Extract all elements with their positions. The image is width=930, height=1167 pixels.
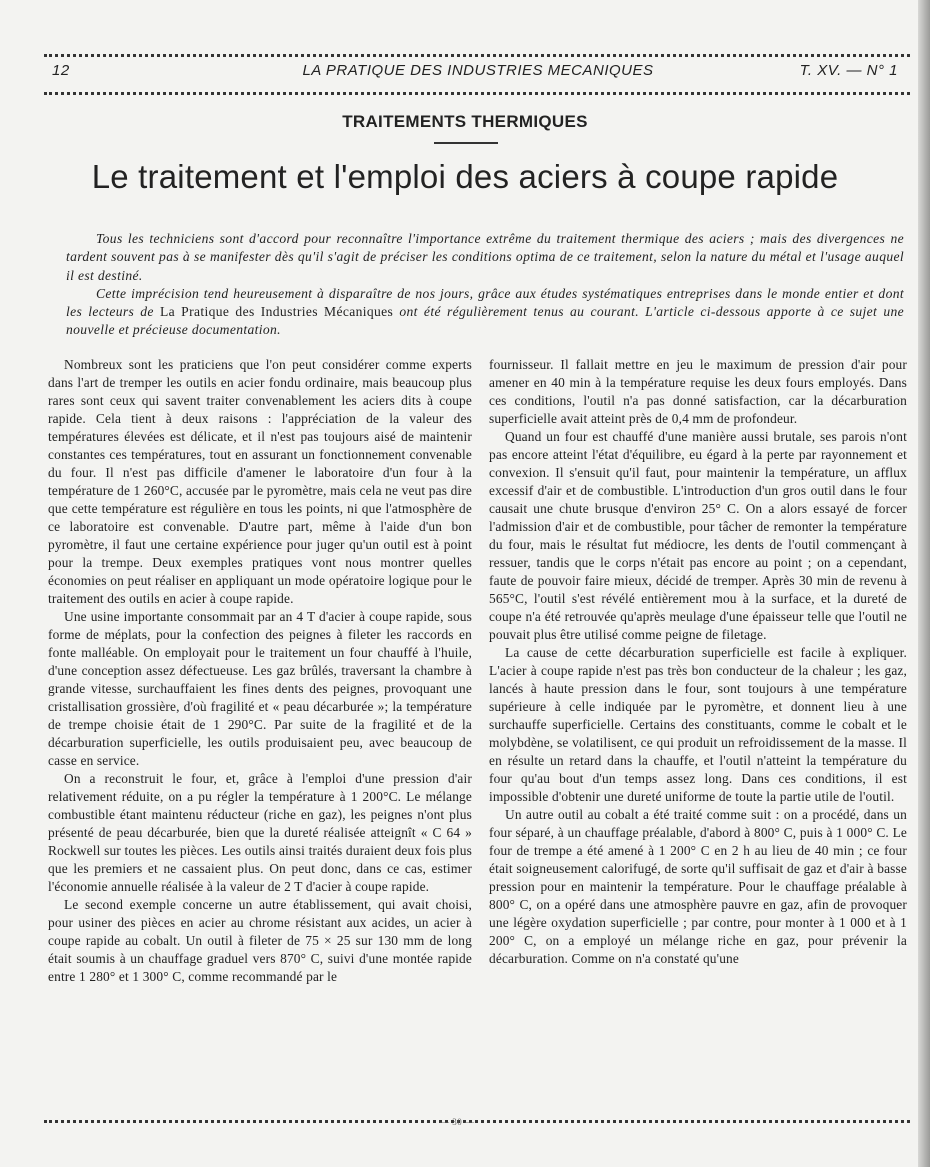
footer-mark: — 30 — <box>440 1117 475 1127</box>
section-title: TRAITEMENTS THERMIQUES <box>342 112 588 131</box>
body-paragraph: Quand un four est chauffé d'une manière aussi brutale, ses parois n'ont pas encore atteint l'état d'équilibre, eu égard à la perte par rayonnement et convexion. Il s'ensuit qu'il faut, pour maintenir la température, un afflux excessif d'air et de combustible. L'introduction d'un gros outil dans le four causait une chute brusque d'environ 25° C. On a alors essayé de forcer l'admission d'air et de combustible, pour tâcher de remonter la température du four, mais le résultat fut médiocre, les dents de l'outil commençant à ressuer, tandis que le corps n'était pas encore au point ; on a cependant, faute de pouvoir faire mieux, décidé de tremper. Après 30 min de revenu à 565°C, l'outil s'est révélé entièrement mou à la surface, et la dureté de coupe n'a été retrouvée qu'après meulage d'une épaisseur telle que l'outil ne pouvait plus être utilisé comme peigne de filetage. <box>489 429 907 642</box>
body-paragraph: Un autre outil au cobalt a été traité comme suit : on a procédé, dans un four séparé, à un chauffage préalable, d'abord à 800° C, puis à 1 000° C. Le four de trempe a été amené à 1 200° C en 2 h au lieu de 40 min ; ce four était soigneusement calorifugé, de sorte qu'il suffisait de gaz et d'air à basse pression pour en maintenir la température. Pour le chauffage préalable à 800° C, on a opéré dans une atmosphère pauvre en gaz, afin de provoquer une légère oxydation superficielle ; par contre, pour monter à 1 000 et à 1 200° C, on a employé un mélange riche en gaz, pour prévenir la décarburation. Comme on n'a constaté qu'une <box>489 807 907 966</box>
body-paragraph: La cause de cette décarburation superficielle est facile à expliquer. L'acier à coupe rapide n'est pas très bon conducteur de la chaleur ; les gaz, lancés à haute pression dans le four, sont toujours à une température supérieure à celle indiquée par le pyromètre, et donnent lieu à une surchauffe superficielle. Certains des constituants, comme le cobalt et le molybdène, se volatilisent, ce qui produit un refroidissement de la masse. Il en résulte un retard dans la chauffe, et l'outil n'atteint la température du four qu'au bout d'un temps assez long. Dans ces conditions, il est impossible d'obtenir une dureté uniforme de toute la partie utile de l'outil. <box>489 645 907 804</box>
bottom-dotted-rule <box>44 1120 910 1123</box>
body-column-right <box>489 356 907 968</box>
article-chapeau <box>66 230 904 340</box>
running-head <box>52 60 904 84</box>
body-paragraph: Nombreux sont les praticiens que l'on peut considérer comme experts dans l'art de tremper les outils en acier fondu ordinaire, mais beaucoup plus rares sont ceux qui savent traiter convenablement les aciers dits à coupe rapide. Cela tient à deux raisons : l'appréciation de la valeur des températures élevées est délicate, et il n'est pas toujours aisé de maintenir constantes ces températures, tout en assurant un fonctionnement convenable du four. Il n'est pas difficile d'amener le laboratoire d'un four à la température de 1 260°C, accusée par le pyromètre, mais cela ne veut pas dire que cette température est régulière en tous les points, ni que l'atmosphère de ce laboratoire est convenable. D'autre part, même à l'aide d'un bon pyromètre, il faut une certaine expérience pour juger qu'un outil est à point pour la trempe. Deux exemples pratiques vont nous montrer quelles économies on peut réaliser en appliquant un mode opératoire logique pour le traitement des outils en acier à coupe rapide. <box>48 357 472 606</box>
body-paragraph: On a reconstruit le four, et, grâce à l'emploi d'une pression d'air relativement réduite, on a pu régler la température à 1 200°C. Le mélange combustible étant maintenu réducteur (riche en gaz), les peignes n'ont plus présenté de peau décarburée, bien que la dureté réalisée atteignît « C 64 » Rockwell sur toutes les pièces. Les outils ainsi traités duraient deux fois plus que les premiers et ne cassaient plus. On peut donc, dans ce cas, estimer l'économie annuelle réalisée à la valeur de 2 T d'acier à coupe rapide. <box>48 771 472 894</box>
chapeau-text: ont été régulièrement tenus au courant. L'article ci-dessous apporte à ce sujet une nouvelle et précieuse documentation. <box>66 304 905 338</box>
chapeau-text: Cette imprécision tend heureusement à disparaître de nos jours, grâce aux études systématiques entreprises dans le monde entier et dont les lecteurs de <box>66 285 904 320</box>
journal-name: La Pratique des Industries Mécaniques <box>159 304 394 320</box>
volume-issue: T. XV. — N° 1 <box>799 62 898 79</box>
journal-title: LA PRATIQUE DES INDUSTRIES MECANIQUES <box>302 62 654 79</box>
body-column-left <box>48 356 472 986</box>
body-paragraph: Une usine importante consommait par an 4 T d'acier à coupe rapide, sous forme de méplats, pour la confection des peignes à fileter les raccords en fonte malléable. On employait pour le traitement un four chauffé à l'huile, d'une conception assez défectueuse. Les gaz brûlés, traversant la chambre à grande vitesse, surchauffaient les fines dents des peignes, provoquant une cristallisation grossière, d'où fragilité et « peau décarburée »; la température de trempe choisie était de 1 290°C. Par suite de la fragilité et de la décarburation superficielle, les outils produisaient peu, avec beaucoup de casse en service. <box>48 609 472 768</box>
body-paragraph: fournisseur. Il fallait mettre en jeu le maximum de pression d'air pour amener en 40 min à la température requise les deux fours employés. Dans ces conditions, l'outil n'a pas donné satisfaction, car la décarburation superficielle avait atteint près de 0,4 mm de profondeur. <box>489 357 907 426</box>
header-dotted-rule <box>44 92 910 95</box>
page-number: 12 <box>52 62 70 79</box>
body-paragraph: Le second exemple concerne un autre établissement, qui avait choisi, pour usiner des pièces en acier au chrome résistant aux acides, un acier à coupe rapide au cobalt. Un outil à fileter de 75 × 25 sur 130 mm de long était soumis à un chauffage graduel vers 870° C, suivi d'une montée rapide entre 1 280° et 1 300° C, comme recommandé par le <box>48 897 472 984</box>
article-title: Le traitement et l'emploi des aciers à coupe rapide <box>91 158 839 195</box>
section-underline <box>434 142 498 144</box>
chapeau-paragraph: Tous les techniciens sont d'accord pour reconnaître l'importance extrême du traitement thermique des aciers ; mais des divergences ne tardent souvent pas à se manifester dès qu'il s'agit de préciser les conditions optima de ce traitement, selon la nature du métal et l'usage auquel il est destiné. <box>66 231 904 283</box>
top-dotted-rule <box>44 54 910 57</box>
chapeau-paragraph <box>66 285 904 340</box>
